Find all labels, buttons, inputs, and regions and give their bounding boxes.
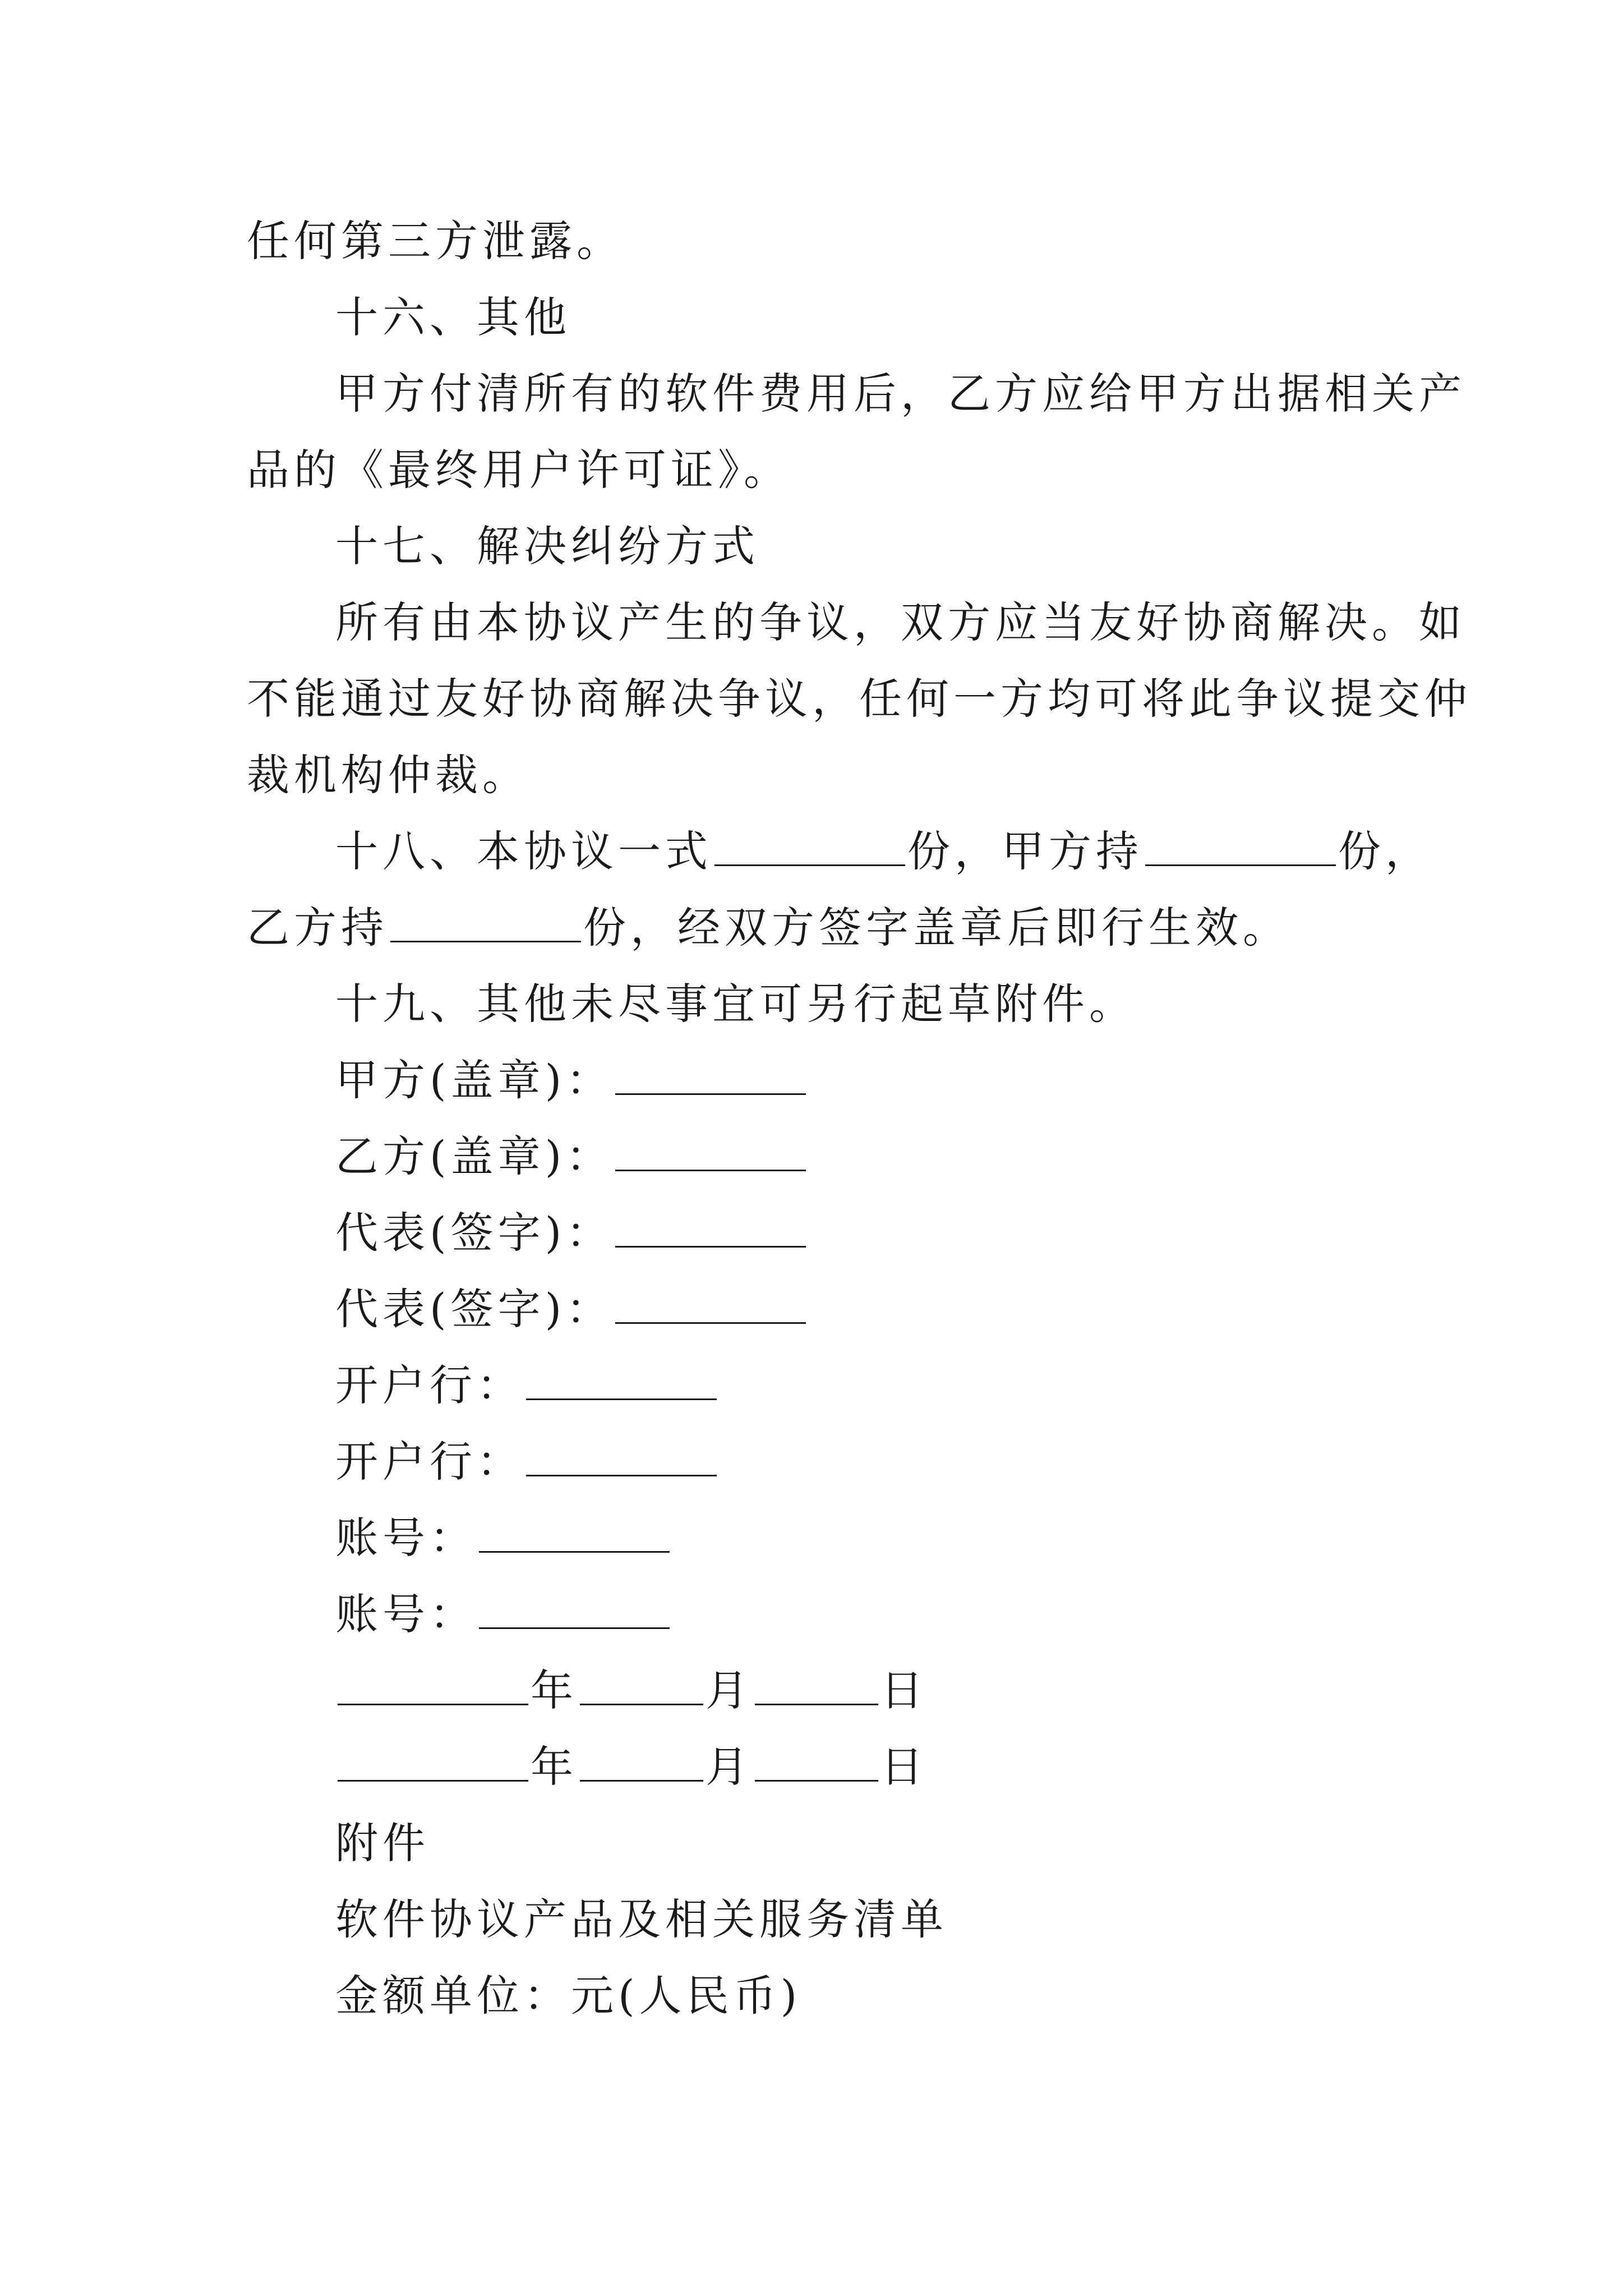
rep-sign-row-1 (335, 1205, 808, 1261)
attachment-title: 软件协议产品及相关服务清单 (335, 1894, 948, 1944)
rep-sign-blank-1[interactable] (615, 1207, 806, 1248)
rep-sign-row-2 (335, 1281, 808, 1337)
text-fragment: 份，甲方持 (907, 826, 1143, 876)
date-row-1 (335, 1663, 928, 1719)
attachment-label: 附件 (335, 1818, 430, 1868)
text-line: 不能通过友好协商解决争议，任何一方均可将此争议提交仲 (247, 674, 1472, 724)
section-18-line-1 (335, 823, 1432, 880)
party-b-seal-row (335, 1129, 808, 1185)
day-blank[interactable] (755, 1741, 878, 1782)
bank-blank-2[interactable] (526, 1435, 717, 1476)
copies-total-blank[interactable] (714, 825, 905, 866)
text-line: 所有由本协议产生的争议，双方应当友好协商解决。如 (335, 597, 1466, 647)
year-blank[interactable] (338, 1664, 528, 1705)
account-blank-1[interactable] (479, 1512, 670, 1553)
date-label: 月 (706, 1742, 753, 1792)
party-a-copies-blank[interactable] (1145, 825, 1336, 866)
field-label: 甲方(盖章)： (335, 1055, 614, 1105)
field-label: 开户行： (335, 1437, 524, 1487)
text-line: 裁机构仲裁。 (247, 750, 529, 800)
bank-blank-1[interactable] (526, 1359, 717, 1400)
party-b-seal-blank[interactable] (615, 1130, 806, 1171)
field-label: 代表(签字)： (335, 1208, 614, 1258)
text-fragment: 十八、本协议一式 (335, 826, 712, 876)
date-label: 日 (880, 1665, 928, 1715)
text-line: 品的《最终用户许可证》。 (247, 445, 791, 495)
date-label: 日 (880, 1742, 928, 1792)
date-label: 年 (531, 1665, 578, 1715)
party-a-seal-blank[interactable] (615, 1054, 806, 1095)
field-label: 账号： (335, 1589, 477, 1639)
rep-sign-blank-2[interactable] (615, 1283, 806, 1324)
account-blank-2[interactable] (479, 1588, 670, 1629)
text-line: 任何第三方泄露。 (247, 216, 624, 266)
section-18-line-2 (247, 900, 1290, 956)
section-heading: 十九、其他未尽事宜可另行起草附件。 (335, 979, 1136, 1029)
text-fragment: 乙方持 (247, 903, 388, 953)
date-label: 月 (706, 1665, 753, 1715)
party-a-seal-row (335, 1052, 808, 1108)
field-label: 开户行： (335, 1360, 524, 1410)
bank-row-2 (335, 1434, 719, 1490)
field-label: 乙方(盖章)： (335, 1131, 614, 1181)
account-row-1 (335, 1510, 672, 1566)
text-fragment: 份，经双方签字盖章后即行生效。 (583, 903, 1290, 953)
section-heading: 十七、解决纠纷方式 (335, 521, 759, 571)
field-label: 账号： (335, 1513, 477, 1563)
month-blank[interactable] (580, 1664, 703, 1705)
year-blank[interactable] (338, 1741, 528, 1782)
date-row-2 (335, 1739, 928, 1795)
day-blank[interactable] (755, 1664, 878, 1705)
section-heading: 十六、其他 (335, 292, 571, 342)
date-label: 年 (531, 1742, 578, 1792)
field-label: 代表(签字)： (335, 1284, 614, 1334)
party-b-copies-blank[interactable] (390, 901, 581, 942)
month-blank[interactable] (580, 1741, 703, 1782)
account-row-2 (335, 1586, 672, 1642)
bank-row-1 (335, 1358, 719, 1414)
text-fragment: 份， (1338, 826, 1432, 876)
amount-unit: 金额单位：元(人民币) (335, 1971, 802, 2021)
text-line: 甲方付清所有的软件费用后，乙方应给甲方出据相关产 (335, 369, 1466, 418)
